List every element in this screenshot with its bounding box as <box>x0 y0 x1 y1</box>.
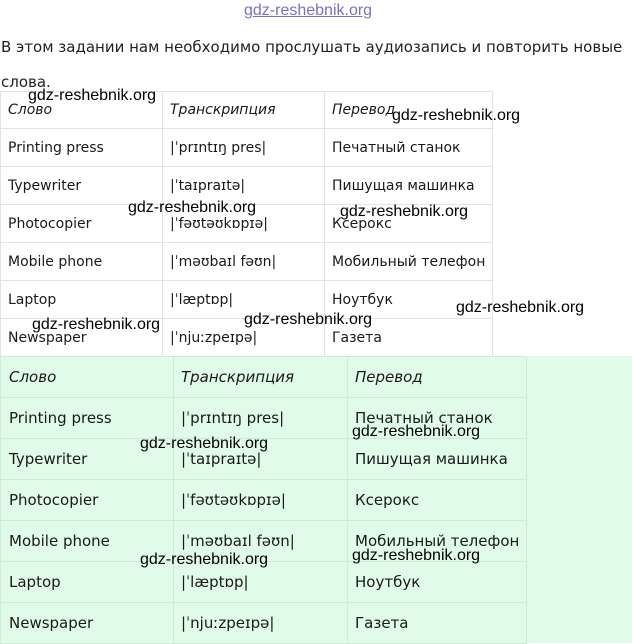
watermark: gdz-reshebnik.org <box>140 435 269 452</box>
watermark: gdz-reshebnik.org <box>140 551 269 568</box>
watermark: gdz-reshebnik.org <box>352 423 481 440</box>
cell-translation: Ноутбук <box>348 562 527 603</box>
watermark: gdz-reshebnik.org <box>340 203 469 220</box>
cell-word: Photocopier <box>1 205 163 243</box>
cell-translation: Пишущая машинка <box>348 439 527 480</box>
watermark: gdz-reshebnik.org <box>32 316 161 333</box>
cell-word: Mobile phone <box>1 243 163 281</box>
header-word: Слово <box>1 92 163 129</box>
cell-transcription: |ˈprɪntɪŋ pres| <box>174 398 348 439</box>
cell-translation: Мобильный телефон <box>348 521 527 562</box>
cell-transcription: |ˈtaɪpraɪtə| <box>174 439 348 480</box>
cell-translation: Ксерокс <box>348 480 527 521</box>
cell-word: Printing press <box>1 398 174 439</box>
cell-word: Typewriter <box>1 167 163 205</box>
cell-transcription: |ˈməʊbaɪl fəʊn| <box>163 243 325 281</box>
cell-word: Photocopier <box>1 480 174 521</box>
watermark: gdz-reshebnik.org <box>352 547 481 564</box>
cell-word: Laptop <box>1 562 174 603</box>
cell-word: Printing press <box>1 129 163 167</box>
cell-translation: Печатный станок <box>325 129 493 167</box>
watermark: gdz-reshebnik.org <box>28 87 157 104</box>
cell-translation: Газета <box>348 603 527 644</box>
cell-translation: Печатный станок <box>348 398 527 439</box>
site-link[interactable]: gdz-reshebnik.org <box>244 2 373 19</box>
table-row <box>1 603 527 644</box>
cell-translation: Ксерокс <box>325 205 493 243</box>
cell-translation: Пишущая машинка <box>325 167 493 205</box>
cell-word: Mobile phone <box>1 521 174 562</box>
header-transcription: Транскрипция <box>174 357 348 398</box>
cell-transcription: |ˈprɪntɪŋ pres| <box>163 129 325 167</box>
watermark: gdz-reshebnik.org <box>128 199 257 216</box>
vocab-table-green <box>0 356 527 644</box>
cell-translation: Мобильный телефон <box>325 243 493 281</box>
table-row <box>1 480 527 521</box>
green-background-extension <box>519 356 632 643</box>
cell-word: Newspaper <box>1 319 163 357</box>
watermark: gdz-reshebnik.org <box>456 299 585 316</box>
header-translation: Перевод <box>348 357 527 398</box>
cell-transcription: |ˈnjuːzpeɪpə| <box>174 603 348 644</box>
table-row <box>1 243 493 281</box>
watermark: gdz-reshebnik.org <box>392 107 521 124</box>
cell-transcription: |ˈnjuːzpeɪpə| <box>163 319 325 357</box>
header-word: Слово <box>1 357 174 398</box>
cell-transcription: |ˈtaɪpraɪtə| <box>163 167 325 205</box>
cell-translation: Ноутбук <box>325 281 493 319</box>
header-transcription: Транскрипция <box>163 92 325 129</box>
table-header-row <box>1 357 527 398</box>
cell-word: Laptop <box>1 281 163 319</box>
cell-transcription: |ˈfəʊtəʊkɒpɪə| <box>174 480 348 521</box>
cell-translation: Газета <box>325 319 493 357</box>
cell-transcription: |ˈlæptɒp| <box>174 562 348 603</box>
cell-transcription: |ˈlæptɒp| <box>163 281 325 319</box>
cell-transcription: |ˈfəʊtəʊkɒpɪə| <box>163 205 325 243</box>
header-translation: Перевод <box>325 92 493 129</box>
cell-transcription: |ˈməʊbaɪl fəʊn| <box>174 521 348 562</box>
table-row <box>1 129 493 167</box>
cell-word: Newspaper <box>1 603 174 644</box>
intro-text: В этом задании нам необходимо прослушать аудиозапись и повторить новые слова. <box>1 38 623 91</box>
watermark: gdz-reshebnik.org <box>244 311 373 328</box>
cell-word: Typewriter <box>1 439 174 480</box>
